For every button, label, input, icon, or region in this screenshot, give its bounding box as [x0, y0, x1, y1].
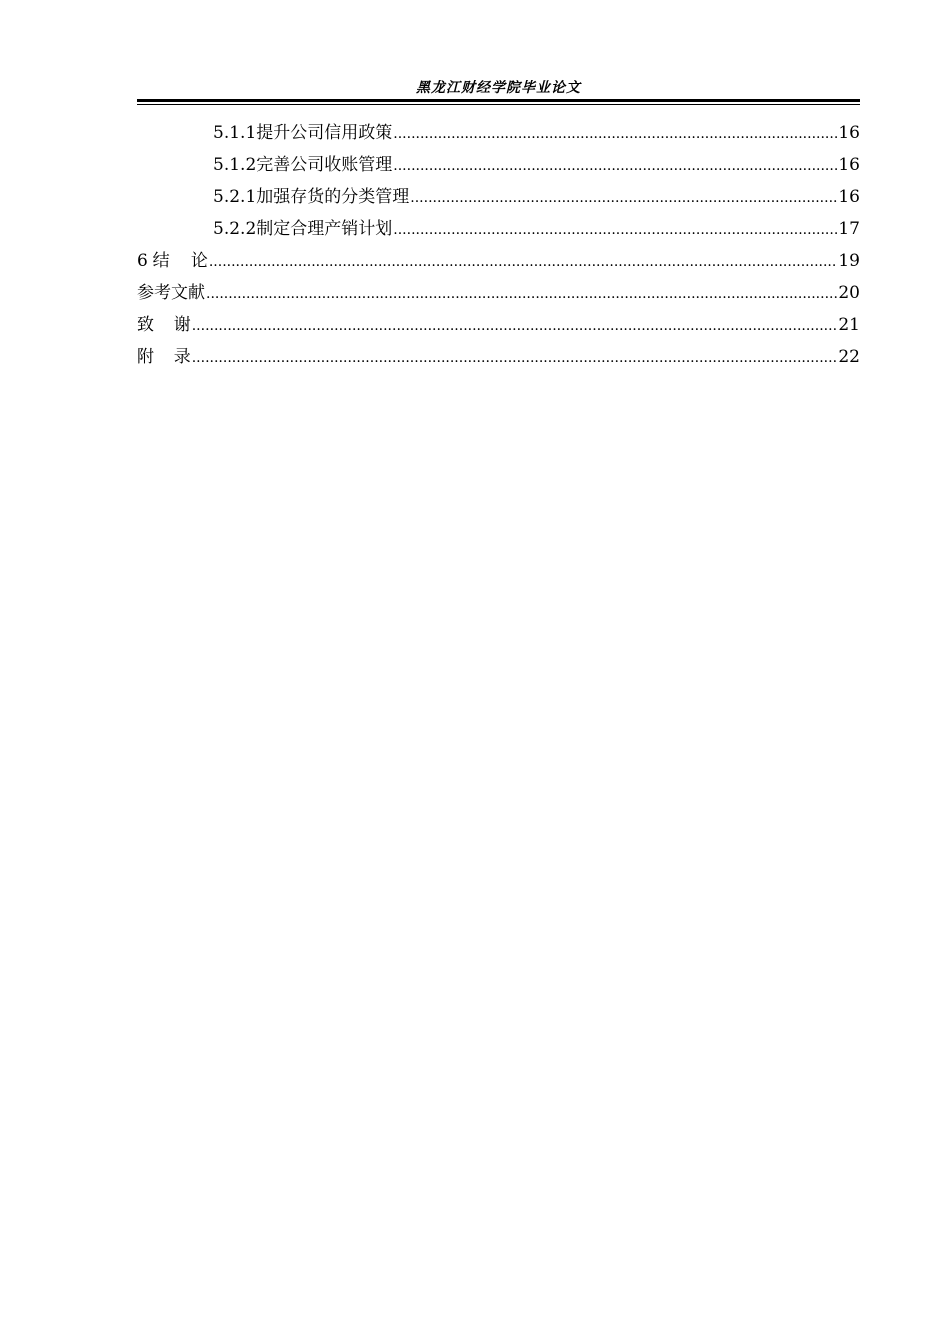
toc-entry-number: 5.1.2 [213, 155, 257, 175]
toc-entry-number: 5.1.1 [213, 123, 257, 143]
dot-leader [192, 310, 838, 342]
table-of-contents [137, 117, 860, 373]
running-header: 黑龙江财经学院毕业论文 [416, 80, 581, 96]
toc-entry-title: 制定合理产销计划 [256, 219, 393, 239]
dot-leader [209, 246, 838, 278]
toc-entry-references[interactable] [137, 277, 860, 309]
header-rule-thin [137, 104, 860, 105]
toc-entry-title-part2: 论 [190, 251, 208, 271]
toc-entry-page: 20 [838, 283, 860, 303]
dot-leader [393, 214, 837, 246]
toc-entry-title: 提升公司信用政策 [256, 123, 393, 143]
dot-leader [206, 278, 837, 310]
toc-entry-title-part2: 谢 [173, 315, 191, 335]
toc-entry-5-1-2[interactable] [137, 149, 860, 181]
toc-entry-title-part1: 致 [137, 315, 154, 335]
toc-entry-appendix[interactable] [137, 341, 860, 373]
toc-entry-title-part1: 附 [137, 347, 154, 367]
toc-entry-title: 加强存货的分类管理 [256, 187, 410, 207]
toc-entry-conclusion[interactable] [137, 245, 860, 277]
toc-entry-page: 16 [838, 155, 860, 175]
toc-entry-number: 6 [137, 251, 148, 271]
toc-entry-page: 16 [838, 187, 860, 207]
toc-entry-acknowledgements[interactable] [137, 309, 860, 341]
toc-entry-title: 完善公司收账管理 [256, 155, 393, 175]
toc-entry-5-2-2[interactable] [137, 213, 860, 245]
toc-entry-5-1-1[interactable] [137, 117, 860, 149]
toc-entry-page: 21 [838, 315, 860, 335]
toc-entry-5-2-1[interactable] [137, 181, 860, 213]
dot-leader [393, 118, 837, 150]
header-rule-thick [137, 99, 860, 102]
dot-leader [393, 150, 837, 182]
toc-entry-number: 5.2.2 [213, 219, 257, 239]
toc-entry-page: 17 [838, 219, 860, 239]
dot-leader [410, 182, 837, 214]
toc-entry-number: 5.2.1 [213, 187, 257, 207]
toc-entry-page: 16 [838, 123, 860, 143]
toc-entry-title-part2: 录 [173, 347, 191, 367]
toc-entry-title-part1: 结 [152, 251, 170, 271]
toc-entry-page: 22 [838, 347, 860, 367]
toc-entry-page: 19 [838, 251, 860, 271]
toc-entry-title: 参考文献 [137, 283, 205, 303]
dot-leader [192, 342, 838, 374]
